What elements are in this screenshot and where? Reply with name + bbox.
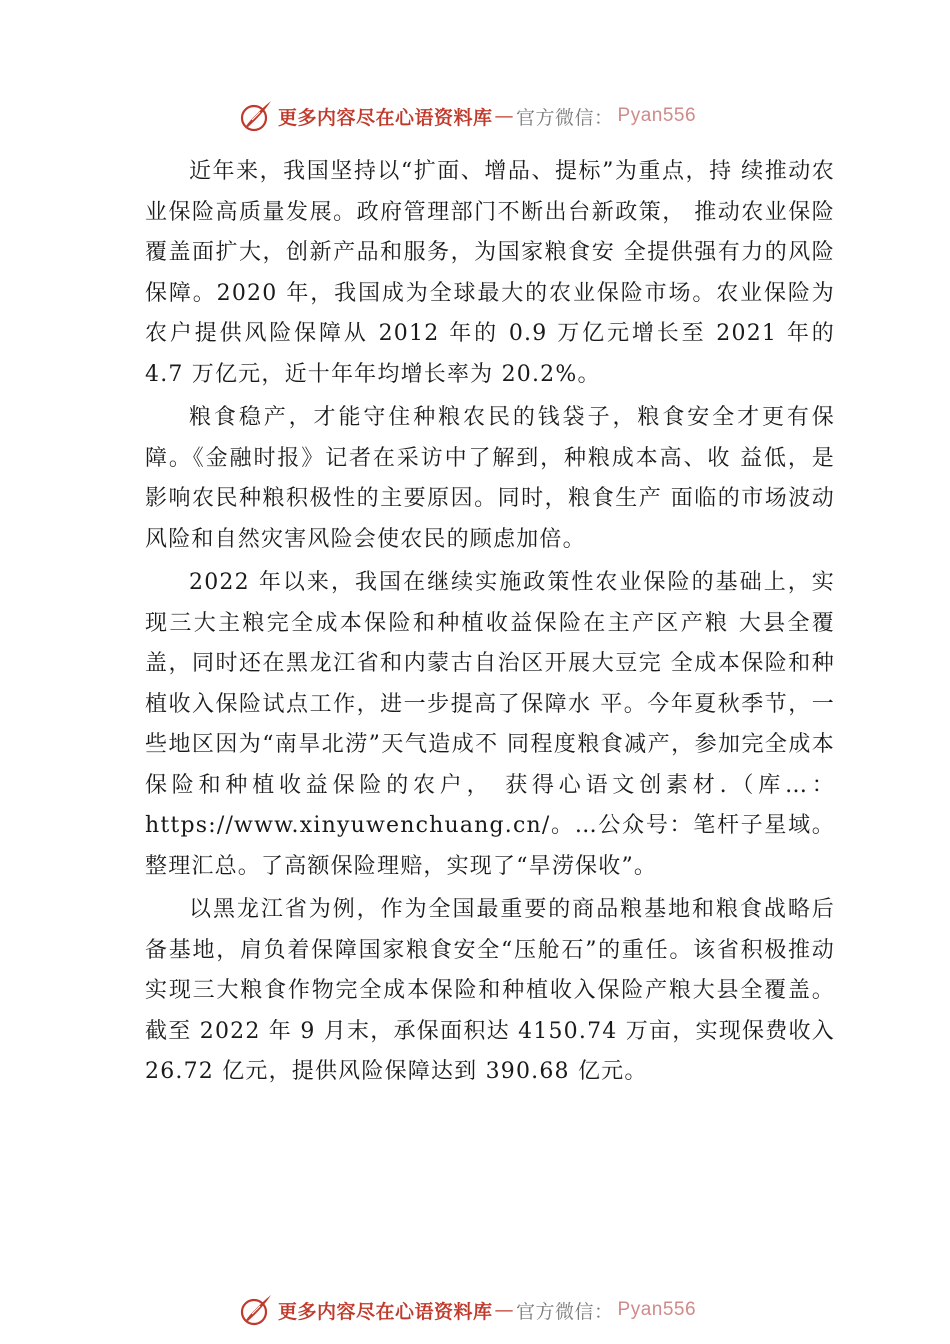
header-watermark <box>238 96 696 136</box>
paragraph-3: 2022 年以来，我国在继续实施政策性农业保险的基础上，实现三大主粮完全成本保险和种植收益保险在主产区产粮 大县全覆盖，同时还在黑龙江省和内蒙古自治区开展大豆完 全成本保险和种植收入保险试点工作，进一步提高了保障水 平。今年夏秋季节，一些地区因为“南旱北涝”天气造成不 同程度粮食减产，参加完全成本保险和种植收益保险的农户， 获得心语文创素材.（库…：https://www.xinyuwenchuang.cn/。…公众号：笔杆子星域。整理汇总。了高额保险理赔，实现了“旱涝保收”。 <box>145 570 835 879</box>
banner-dash: — <box>494 105 515 127</box>
banner-site-text: 更多内容尽在心语资料库 <box>278 1300 493 1323</box>
banner-dash: — <box>494 1299 515 1321</box>
banner-account-id: Pyan556 <box>617 105 697 126</box>
paragraph-4: 以黑龙江省为例，作为全国最重要的商品粮基地和粮食战略后备基地，肩负着保障国家粮食安全“压舱石”的重任。该省积极推动实现三大粮食作物完全成本保险和种植收入保险产粮大县全覆盖。截至 2022 年 9 月末，承保面积达 4150.74 万亩，实现保费收入 26.72 亿元，提供风险保障达到 390.68 亿元。 <box>145 897 835 1084</box>
paragraph-2: 粮食稳产，才能守住种粮农民的钱袋子，粮食安全才更有保障。《金融时报》记者在采访中了解到，种粮成本高、收 益低，是影响农民种粮积极性的主要原因。同时，粮食生产 面临的市场波动风险和自然灾害风险会使农民的顾虑加倍。 <box>145 405 835 552</box>
article-body <box>145 152 835 1093</box>
quill-pen-logo-icon <box>238 1292 274 1328</box>
quill-pen-logo-icon <box>238 98 274 134</box>
banner-site-text: 更多内容尽在心语资料库 <box>278 106 493 129</box>
banner-account-label: 官方微信： <box>516 1300 614 1323</box>
footer-watermark <box>238 1290 696 1330</box>
banner-account-id: Pyan556 <box>617 1299 697 1320</box>
banner-account-label: 官方微信： <box>516 106 614 129</box>
paragraph-1: 近年来，我国坚持以“扩面、增品、提标”为重点，持 续推动农业保险高质量发展。政府管理部门不断出台新政策， 推动农业保险覆盖面扩大，创新产品和服务，为国家粮食安 全提供强有力的风险保障。2020 年，我国成为全球最大的农业保险市场。农业保险为农户提供风险保障从 2012 年的 0.9 万亿元增长至 2021 年的 4.7 万亿元，近十年年均增长率为 20.2%。 <box>145 159 835 387</box>
